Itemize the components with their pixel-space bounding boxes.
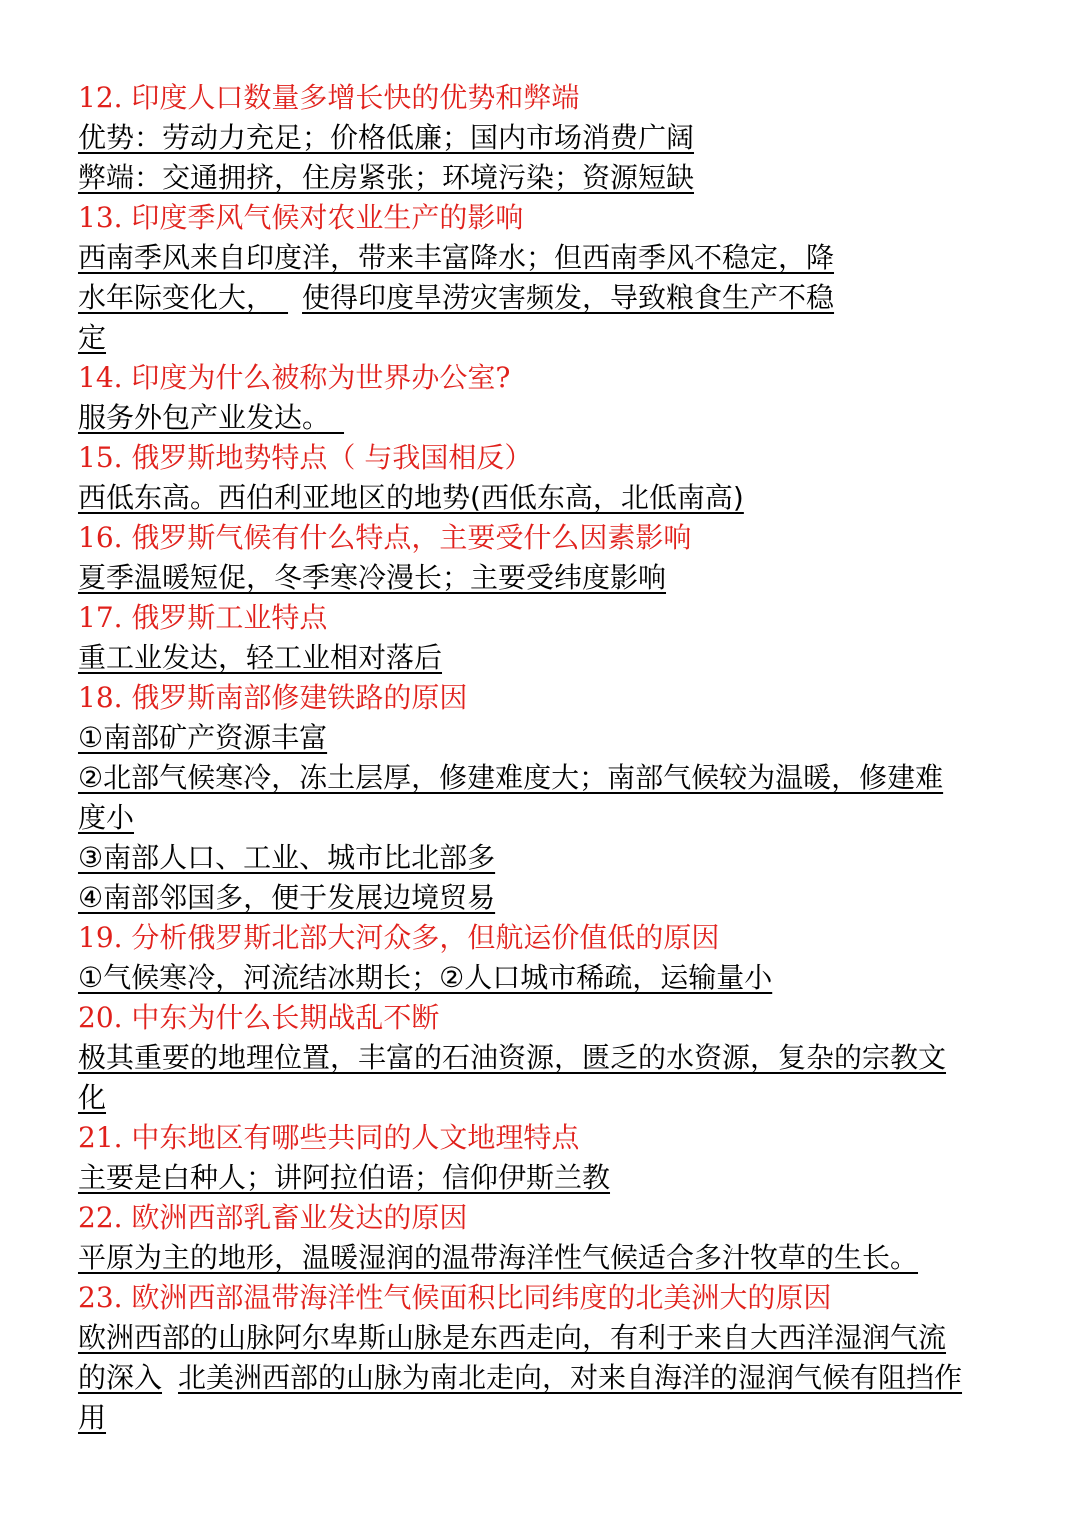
question-22: 22. 欧洲西部乳畜业发达的原因 [78, 1201, 468, 1234]
question-14: 14. 印度为什么被称为世界办公室? [78, 361, 511, 394]
answer-13-line-1: 西南季风来自印度洋，带来丰富降水；但西南季风不稳定，降 [78, 241, 835, 274]
answer-12-line-1: 优势：劳动力充足；价格低廉；国内市场消费广阔 [78, 121, 695, 154]
answer-23-line-2: 的深入 北美洲西部的山脉为南北走向，对来自海洋的湿润气候有阻挡作 [78, 1361, 963, 1394]
answer-20-line-2: 化 [78, 1081, 107, 1114]
answer-15: 西低东高。西伯利亚地区的地势(西低东高，北低南高) [78, 481, 744, 514]
answer-19: ①气候寒冷，河流结冰期长；②人口城市稀疏，运输量小 [78, 961, 773, 994]
question-18: 18. 俄罗斯南部修建铁路的原因 [78, 681, 468, 714]
question-12: 12. 印度人口数量多增长快的优势和弊端 [78, 81, 580, 114]
question-19: 19. 分析俄罗斯北部大河众多，但航运价值低的原因 [78, 921, 720, 954]
answer-18-line-5: ④南部邻国多，便于发展边境贸易 [78, 881, 496, 914]
answer-14: 服务外包产业发达。 [78, 401, 317, 434]
question-20: 20. 中东为什么长期战乱不断 [78, 1001, 440, 1034]
answer-18-line-1: ①南部矿产资源丰富 [78, 721, 328, 754]
answer-21: 主要是白种人；讲阿拉伯语；信仰伊斯兰教 [78, 1161, 611, 1194]
question-23: 23. 欧洲西部温带海洋性气候面积比同纬度的北美洲大的原因 [78, 1281, 832, 1314]
question-15: 15. 俄罗斯地势特点（ 与我国相反） [78, 441, 533, 474]
answer-17: 重工业发达，轻工业相对落后 [78, 641, 443, 674]
answer-20-line-1: 极其重要的地理位置，丰富的石油资源，匮乏的水资源，复杂的宗教文 [78, 1041, 947, 1074]
answer-23-line-3: 用 [78, 1401, 107, 1434]
question-16: 16. 俄罗斯气候有什么特点，主要受什么因素影响 [78, 521, 692, 554]
answer-13-line-2: 水年际变化大， 使得印度旱涝灾害频发，导致粮食生产不稳 [78, 281, 835, 314]
question-17: 17. 俄罗斯工业特点 [78, 601, 328, 634]
answer-18-line-4: ③南部人口、工业、城市比北部多 [78, 841, 496, 874]
question-13: 13. 印度季风气候对农业生产的影响 [78, 201, 524, 234]
question-21: 21. 中东地区有哪些共同的人文地理特点 [78, 1121, 580, 1154]
answer-18-line-3: 度小 [78, 801, 135, 834]
study-notes [78, 78, 1008, 1438]
answer-16: 夏季温暖短促，冬季寒冷漫长；主要受纬度影响 [78, 561, 667, 594]
answer-13-line-3: 定 [78, 321, 107, 354]
answer-12-line-2: 弊端：交通拥挤，住房紧张；环境污染；资源短缺 [78, 161, 695, 194]
answer-22: 平原为主的地形，温暖湿润的温带海洋性气候适合多汁牧草的生长。 [78, 1241, 919, 1274]
answer-18-line-2: ②北部气候寒冷，冻土层厚，修建难度大；南部气候较为温暖，修建难 [78, 761, 944, 794]
answer-23-line-1: 欧洲西部的山脉阿尔卑斯山脉是东西走向，有利于来自大西洋湿润气流 [78, 1321, 947, 1354]
